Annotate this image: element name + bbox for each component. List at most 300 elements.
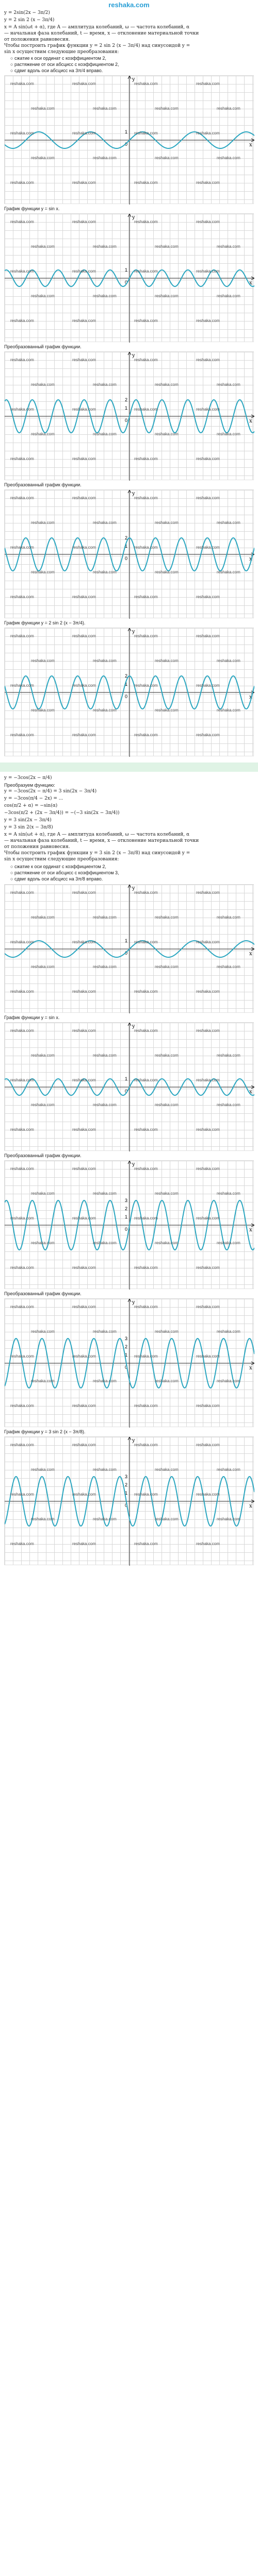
watermark-text: reshaka.com [134,180,158,185]
watermark-text: reshaka.com [72,1541,96,1546]
watermark-text: reshaka.com [93,382,117,387]
watermark-text: reshaka.com [93,1103,117,1107]
x-axis-label: x [249,951,252,957]
watermark-text: reshaka.com [72,81,96,86]
watermark-text: reshaka.com [155,915,179,920]
watermark-text: reshaka.com [72,1304,96,1309]
watermark-text: reshaka.com [134,358,158,362]
watermark-text: reshaka.com [93,432,117,436]
watermark-text: reshaka.com [155,156,179,160]
watermark-text: reshaka.com [217,915,240,920]
step-item: ○ сжатие к оси ординат с коэффициентом 2, [10,864,106,869]
origin-label: 0 [125,1227,128,1232]
eq-1: y = 2sin(2x − 3π/2) [4,10,50,15]
y-axis-label: y [132,886,135,891]
eq-line: −3cos(π/2 + (2x − 3π/4)) = −(−3 sin(2x − 3π/4)) [4,810,120,816]
text-line: Чтобы построить график функции y = 2 sin 2 (x − 3π/4) над синусоидой y = [4,43,190,48]
watermark-text: reshaka.com [10,318,34,323]
watermark-text: reshaka.com [93,658,117,663]
y-axis-label: y [132,491,135,497]
function-plot [5,1161,254,1290]
watermark-text: reshaka.com [72,595,96,599]
watermark-text: reshaka.com [10,890,34,895]
watermark-text: reshaka.com [155,708,179,713]
watermark-text: reshaka.com [155,1103,179,1107]
watermark-text: reshaka.com [31,382,55,387]
function-plot [5,352,254,481]
text-line: Чтобы построить график функции y = 3 sin 2 (x − 3π/8) над синусоидой y = [4,851,190,856]
watermark-text: reshaka.com [72,1443,96,1447]
watermark-text: reshaka.com [134,940,158,944]
watermark-text: reshaka.com [10,131,34,135]
watermark-text: reshaka.com [134,1304,158,1309]
eq-line: cos(π/2 + α) = −sin(α) [4,803,58,808]
watermark-text: reshaka.com [134,496,158,500]
watermark-text: reshaka.com [72,1028,96,1033]
watermark-text: reshaka.com [10,989,34,994]
watermark-text: reshaka.com [72,456,96,461]
text-line: от положения равновесия. [4,844,70,850]
watermark-text: reshaka.com [31,1379,55,1383]
watermark-text: reshaka.com [72,940,96,944]
watermark-text: reshaka.com [72,1166,96,1171]
origin-label: 0 [125,1365,128,1370]
watermark-text: reshaka.com [217,1329,240,1334]
watermark-text: reshaka.com [134,1354,158,1359]
watermark-text: reshaka.com [196,940,220,944]
step-item: ○ сжатие к оси ординат с коэффициентом 2, [10,56,106,61]
tick-label: 1 [125,267,128,273]
text-line: x = A sin(ωt + α), где A — амплитуда колебаний, ω — частота колебаний, α [4,25,190,30]
x-axis-label: x [249,1089,252,1095]
origin-label: 0 [125,1503,128,1508]
watermark-text: reshaka.com [134,81,158,86]
watermark-text: reshaka.com [155,1191,179,1196]
y-axis-label: y [132,353,135,359]
site-logo[interactable]: reshaka.com [108,1,150,9]
watermark-text: reshaka.com [72,131,96,135]
watermark-text: reshaka.com [93,520,117,525]
function-plot [5,885,254,1013]
watermark-text: reshaka.com [134,1492,158,1497]
x-axis-label: x [249,418,252,424]
watermark-text: reshaka.com [196,1166,220,1171]
watermark-text: reshaka.com [196,456,220,461]
watermark-text: reshaka.com [217,708,240,713]
watermark-text: reshaka.com [10,81,34,86]
watermark-text: reshaka.com [196,81,220,86]
watermark-text: reshaka.com [10,940,34,944]
tick-label: 1 [125,544,128,549]
watermark-text: reshaka.com [10,1127,34,1132]
watermark-text: reshaka.com [10,1304,34,1309]
watermark-text: reshaka.com [93,106,117,111]
watermark-text: reshaka.com [31,1053,55,1058]
watermark-text: reshaka.com [10,1443,34,1447]
watermark-text: reshaka.com [196,890,220,895]
watermark-text: reshaka.com [93,1379,117,1383]
watermark-text: reshaka.com [217,570,240,574]
graph-caption: Преобразованный график функции. [4,344,82,349]
y-axis-label: y [132,1300,135,1306]
watermark-text: reshaka.com [155,1241,179,1245]
watermark-text: reshaka.com [31,1191,55,1196]
tick-label: 1 [125,405,128,411]
watermark-text: reshaka.com [155,244,179,249]
watermark-text: reshaka.com [196,496,220,500]
watermark-text: reshaka.com [31,915,55,920]
watermark-text: reshaka.com [10,358,34,362]
watermark-text: reshaka.com [93,294,117,298]
watermark-text: reshaka.com [196,1127,220,1132]
function-plot [5,1023,254,1151]
function-plot [5,1437,254,1566]
watermark-text: reshaka.com [10,219,34,224]
watermark-text: reshaka.com [196,545,220,550]
watermark-text: reshaka.com [93,570,117,574]
x-axis-label: x [249,1227,252,1233]
step-item: ○ растяжение от оси абсцисс с коэффициентом 2, [10,62,119,67]
tick-label: 3 [125,1336,128,1341]
watermark-text: reshaka.com [196,595,220,599]
watermark-text: reshaka.com [72,1265,96,1270]
watermark-text: reshaka.com [196,1541,220,1546]
text-line: x = A sin(ωt + α), где A — амплитуда колебаний, ω — частота колебаний, α [4,832,190,837]
watermark-text: reshaka.com [196,1028,220,1033]
step-text: растяжение от оси абсцисс с коэффициентом 3, [14,870,119,875]
watermark-text: reshaka.com [93,1053,117,1058]
watermark-text: reshaka.com [72,358,96,362]
watermark-text: reshaka.com [134,989,158,994]
watermark-text: reshaka.com [10,496,34,500]
watermark-text: reshaka.com [31,244,55,249]
watermark-text: reshaka.com [217,1241,240,1245]
watermark-text: reshaka.com [72,1354,96,1359]
watermark-text: reshaka.com [217,156,240,160]
watermark-text: reshaka.com [10,733,34,737]
tick-label: 2 [125,1482,128,1487]
watermark-text: reshaka.com [93,1191,117,1196]
watermark-text: reshaka.com [72,1403,96,1408]
x-axis-label: x [249,1503,252,1509]
watermark-text: reshaka.com [10,683,34,688]
watermark-text: reshaka.com [196,219,220,224]
watermark-text: reshaka.com [31,294,55,298]
watermark-text: reshaka.com [217,432,240,436]
watermark-text: reshaka.com [134,318,158,323]
watermark-text: reshaka.com [31,708,55,713]
function-plot [5,76,254,205]
watermark-text: reshaka.com [134,219,158,224]
watermark-text: reshaka.com [10,1541,34,1546]
watermark-text: reshaka.com [196,269,220,274]
watermark-text: reshaka.com [155,1467,179,1472]
watermark-text: reshaka.com [134,1078,158,1082]
watermark-text: reshaka.com [93,915,117,920]
watermark-text: reshaka.com [10,407,34,412]
origin-label: 0 [125,694,128,699]
watermark-text: reshaka.com [217,964,240,969]
watermark-text: reshaka.com [196,634,220,638]
y-axis-label: y [132,77,135,82]
watermark-text: reshaka.com [93,1517,117,1521]
tick-label: 2 [125,673,128,679]
watermark-text: reshaka.com [10,1166,34,1171]
eq-line: y = −3cos(2x − π/4) = 3 sin(2x − 3π/4) [4,789,97,794]
watermark-text: reshaka.com [31,1241,55,1245]
watermark-text: reshaka.com [31,520,55,525]
origin-label: 0 [125,418,128,423]
watermark-text: reshaka.com [217,294,240,298]
watermark-text: reshaka.com [72,545,96,550]
x-axis-label: x [249,694,252,700]
watermark-text: reshaka.com [217,1103,240,1107]
eq-line: y = −3cos(π/4 − 2x) = ... [4,796,63,801]
origin-label: 0 [125,1089,128,1094]
function-plot [5,1299,254,1428]
watermark-text: reshaka.com [31,658,55,663]
y-axis-label: y [132,1438,135,1444]
graph-caption: График функции y = sin x. [4,1015,60,1020]
watermark-text: reshaka.com [31,1467,55,1472]
graph-caption: Преобразованный график функции. [4,1291,82,1296]
watermark-text: reshaka.com [93,156,117,160]
watermark-text: reshaka.com [134,1403,158,1408]
watermark-text: reshaka.com [10,1265,34,1270]
watermark-text: reshaka.com [196,1265,220,1270]
watermark-text: reshaka.com [134,1127,158,1132]
watermark-text: reshaka.com [134,545,158,550]
function-plot [5,490,254,619]
watermark-text: reshaka.com [196,1304,220,1309]
watermark-text: reshaka.com [10,1078,34,1082]
watermark-text: reshaka.com [155,106,179,111]
watermark-text: reshaka.com [72,496,96,500]
watermark-text: reshaka.com [196,733,220,737]
graph-caption: График функции y = 2 sin 2 (x − 3π/4). [4,620,86,625]
watermark-text: reshaka.com [10,1028,34,1033]
watermark-text: reshaka.com [155,1053,179,1058]
watermark-text: reshaka.com [72,683,96,688]
tick-label: 1 [125,938,128,943]
y-axis-label: y [132,1024,135,1029]
step-text: сжатие к оси ординат с коэффициентом 2, [14,56,106,61]
watermark-text: reshaka.com [155,658,179,663]
watermark-text: reshaka.com [93,1241,117,1245]
watermark-text: reshaka.com [72,890,96,895]
x-axis-label: x [249,280,252,286]
watermark-text: reshaka.com [134,1265,158,1270]
watermark-text: reshaka.com [134,407,158,412]
watermark-text: reshaka.com [31,156,55,160]
watermark-text: reshaka.com [196,1492,220,1497]
watermark-text: reshaka.com [217,520,240,525]
watermark-text: reshaka.com [134,1443,158,1447]
watermark-text: reshaka.com [196,989,220,994]
watermark-text: reshaka.com [31,432,55,436]
function-plot [5,628,254,757]
y-axis-label: y [132,1162,135,1167]
watermark-text: reshaka.com [134,890,158,895]
watermark-text: reshaka.com [31,106,55,111]
text-line: sin x осуществим следующие преобразования: [4,857,119,862]
watermark-text: reshaka.com [134,1028,158,1033]
tick-label: 1 [125,1352,128,1358]
eq-line: y = 3 sin 2(x − 3π/8) [4,825,53,830]
y-axis-label: y [132,629,135,635]
watermark-text: reshaka.com [134,733,158,737]
watermark-text: reshaka.com [217,1467,240,1472]
watermark-text: reshaka.com [155,1517,179,1521]
watermark-text: reshaka.com [217,658,240,663]
watermark-text: reshaka.com [31,1329,55,1334]
watermark-text: reshaka.com [72,1078,96,1082]
watermark-text: reshaka.com [196,1443,220,1447]
watermark-text: reshaka.com [31,1517,55,1521]
watermark-text: reshaka.com [134,1166,158,1171]
watermark-text: reshaka.com [93,1467,117,1472]
tick-label: 3 [125,1198,128,1203]
watermark-text: reshaka.com [72,1492,96,1497]
watermark-text: reshaka.com [155,382,179,387]
watermark-text: reshaka.com [217,106,240,111]
tick-label: 1 [125,1214,128,1219]
eq-1: y = −3cos(2x − π/4) [4,775,52,781]
watermark-text: reshaka.com [10,1492,34,1497]
watermark-text: reshaka.com [217,244,240,249]
watermark-text: reshaka.com [31,1103,55,1107]
graph-caption: Преобразованный график функции. [4,1153,82,1158]
watermark-text: reshaka.com [217,1053,240,1058]
watermark-text: reshaka.com [134,595,158,599]
ad-banner[interactable] [0,762,258,772]
watermark-text: reshaka.com [196,131,220,135]
watermark-text: reshaka.com [93,244,117,249]
watermark-text: reshaka.com [10,545,34,550]
step-text: сжатие к оси ординат с коэффициентом 2, [14,864,106,869]
watermark-text: reshaka.com [155,520,179,525]
watermark-text: reshaka.com [93,1329,117,1334]
x-axis-label: x [249,556,252,562]
watermark-text: reshaka.com [155,1329,179,1334]
tick-label: 1 [125,1076,128,1081]
watermark-text: reshaka.com [72,269,96,274]
watermark-text: reshaka.com [72,989,96,994]
watermark-text: reshaka.com [31,570,55,574]
watermark-text: reshaka.com [134,1216,158,1221]
watermark-text: reshaka.com [31,964,55,969]
watermark-text: reshaka.com [134,683,158,688]
watermark-text: reshaka.com [134,634,158,638]
step-item: ○ сдвиг вдоль оси абсцисс на 3π/4 вправо. [10,68,103,73]
tick-label: 1 [125,129,128,134]
watermark-text: reshaka.com [217,1517,240,1521]
tick-label: 2 [125,1206,128,1211]
watermark-text: reshaka.com [72,318,96,323]
watermark-text: reshaka.com [217,1379,240,1383]
watermark-text: reshaka.com [155,570,179,574]
watermark-text: reshaka.com [134,269,158,274]
watermark-text: reshaka.com [72,634,96,638]
text-line: — начальная фаза колебаний, t — время, x — отклонение материальной точки [4,838,199,843]
watermark-text: reshaka.com [196,683,220,688]
watermark-text: reshaka.com [155,964,179,969]
x-axis-label: x [249,142,252,148]
step-item: ○ растяжение от оси абсцисс с коэффициентом 3, [10,870,119,875]
step-text: сдвиг вдоль оси абсцисс на 3π/8 вправо. [14,876,103,882]
watermark-text: reshaka.com [72,1216,96,1221]
watermark-text: reshaka.com [10,269,34,274]
watermark-text: reshaka.com [134,456,158,461]
watermark-text: reshaka.com [10,1354,34,1359]
watermark-text: reshaka.com [155,294,179,298]
watermark-text: reshaka.com [10,180,34,185]
step-item: ○ сдвиг вдоль оси абсцисс на 3π/8 вправо. [10,876,103,882]
function-plot [5,214,254,343]
origin-label: 0 [125,280,128,285]
watermark-text: reshaka.com [72,407,96,412]
text-line: — начальная фаза колебаний, t — время, x — отклонение материальной точки [4,31,199,36]
graph-caption: График функции y = 3 sin 2 (x − 3π/8). [4,1429,86,1434]
tick-label: 1 [125,682,128,687]
origin-label: 0 [125,951,128,956]
origin-label: 0 [125,556,128,561]
tick-label: 2 [125,397,128,402]
eq-line: y = 3 sin(2x − 3π/4) [4,818,52,823]
y-axis-label: y [132,215,135,221]
graph-caption: График функции y = sin x. [4,206,60,211]
watermark-text: reshaka.com [10,634,34,638]
watermark-text: reshaka.com [10,595,34,599]
watermark-text: reshaka.com [10,456,34,461]
tick-label: 1 [125,1490,128,1496]
watermark-text: reshaka.com [155,1379,179,1383]
step-text: растяжение от оси абсцисс с коэффициентом 2, [14,62,119,67]
text-line: от положения равновесия. [4,37,70,42]
step-text: сдвиг вдоль оси абсцисс на 3π/4 вправо. [14,68,103,73]
watermark-text: reshaka.com [10,1403,34,1408]
watermark-text: reshaka.com [10,1216,34,1221]
watermark-text: reshaka.com [196,407,220,412]
text-line: Преобразуем функцию: [4,783,55,788]
watermark-text: reshaka.com [155,432,179,436]
origin-label: 0 [125,142,128,147]
watermark-text: reshaka.com [72,180,96,185]
graph-caption: Преобразованный график функции. [4,482,82,487]
watermark-text: reshaka.com [217,1191,240,1196]
tick-label: 2 [125,535,128,540]
watermark-text: reshaka.com [217,382,240,387]
text-line: sin x осуществим следующие преобразования: [4,49,119,55]
watermark-text: reshaka.com [196,358,220,362]
watermark-text: reshaka.com [196,318,220,323]
watermark-text: reshaka.com [93,708,117,713]
tick-label: 2 [125,1344,128,1349]
tick-label: 3 [125,1474,128,1479]
watermark-text: reshaka.com [72,219,96,224]
watermark-text: reshaka.com [196,1354,220,1359]
watermark-text: reshaka.com [93,964,117,969]
watermark-text: reshaka.com [196,1216,220,1221]
watermark-text: reshaka.com [134,1541,158,1546]
watermark-text: reshaka.com [134,131,158,135]
watermark-text: reshaka.com [72,1127,96,1132]
eq-2: y = 2 sin 2 (x − 3π/4) [4,18,55,23]
watermark-text: reshaka.com [196,180,220,185]
x-axis-label: x [249,1365,252,1371]
watermark-text: reshaka.com [196,1403,220,1408]
watermark-text: reshaka.com [196,1078,220,1082]
